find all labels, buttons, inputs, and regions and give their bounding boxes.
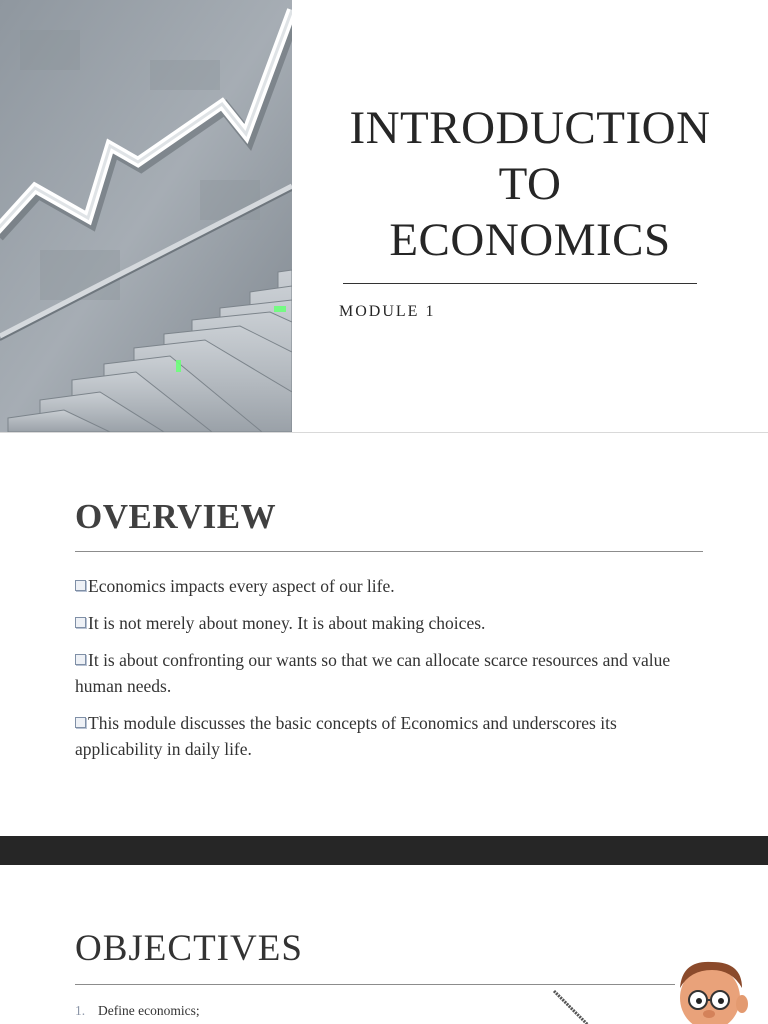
checkbox-square-icon bbox=[75, 617, 86, 628]
list-item bbox=[75, 647, 695, 699]
cartoon-face-icon bbox=[672, 958, 752, 1024]
bullet-text: It is about confronting our wants so that we can allocate scarce resources and value human needs. bbox=[75, 650, 671, 696]
presentation-title bbox=[330, 100, 730, 268]
checkbox-square-icon bbox=[75, 717, 86, 728]
title-line-3: ECONOMICS bbox=[389, 214, 671, 266]
pointer-stick-icon bbox=[552, 989, 612, 1024]
overview-slide bbox=[0, 433, 768, 836]
bullet-text: It is not merely about money. It is about making choices. bbox=[88, 613, 486, 633]
overview-bullet-list bbox=[75, 573, 695, 773]
objective-number: 1. bbox=[75, 1003, 86, 1018]
list-item bbox=[75, 1003, 200, 1019]
checkbox-square-icon bbox=[75, 580, 86, 591]
bullet-text: This module discusses the basic concepts of Economics and underscores its applicability in daily life. bbox=[75, 713, 617, 759]
title-slide bbox=[0, 0, 768, 433]
overview-divider bbox=[75, 551, 703, 552]
title-line-2: TO bbox=[498, 158, 562, 210]
list-item bbox=[75, 710, 695, 762]
objectives-list bbox=[75, 1003, 200, 1019]
bullet-text: Economics impacts every aspect of our life. bbox=[88, 576, 395, 596]
list-item bbox=[75, 610, 695, 636]
objectives-slide bbox=[0, 865, 768, 1024]
module-subtitle: MODULE 1 bbox=[339, 303, 436, 320]
overview-heading: OVERVIEW bbox=[75, 497, 277, 536]
slide-separator-band bbox=[0, 836, 768, 865]
list-item bbox=[75, 573, 695, 599]
objectives-divider bbox=[75, 984, 675, 985]
objectives-heading: OBJECTIVES bbox=[75, 928, 303, 969]
title-line-1: INTRODUCTION bbox=[349, 102, 711, 154]
checkbox-square-icon bbox=[75, 654, 86, 665]
objective-text: Define economics; bbox=[98, 1003, 200, 1018]
stairs-growth-image bbox=[0, 0, 292, 432]
title-divider bbox=[343, 283, 697, 284]
